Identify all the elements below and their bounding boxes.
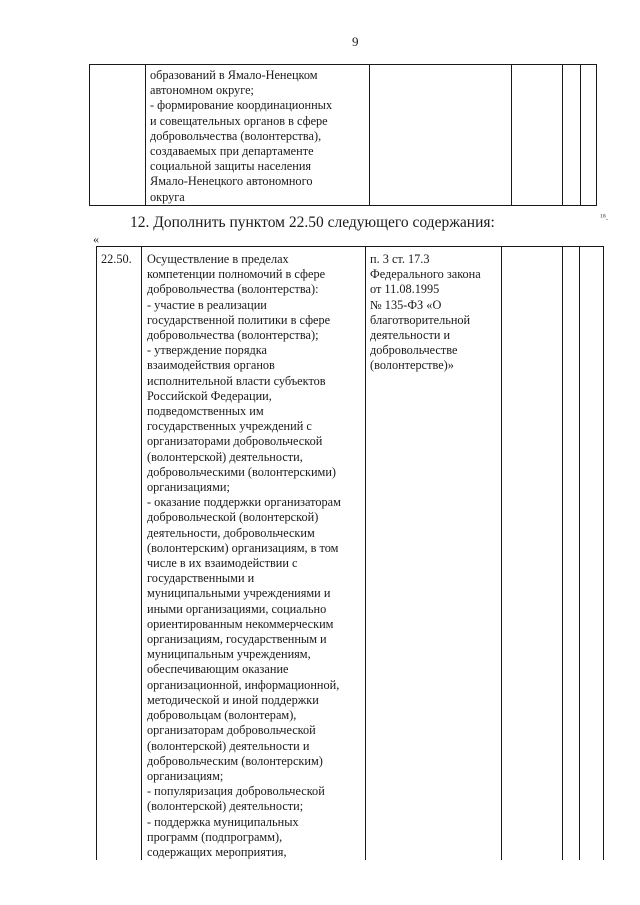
item-law-cell (366, 247, 502, 861)
item-description-text: Осуществление в пределах компетенции полномочий в сфере добровольчества (волонтерства): - участие в реализации государственной политики в сфере добровольчества (волонтерства); - утверждение порядка взаимодействия органов исполнительной власти субъектов Российской Федерации, подведомственных им государственных учреждений с организаторами добровольческой (волонтерской) деятельности, добровольческими (волонтерскими) организациями; - оказание поддержки организаторам добровольческой (волонтерской) деятельности, добровольческим (волонтерским) организациям, в том числе в их взаимодействии с государственными и муниципальными учреждениями и иными организациями, социально ориентированным некоммерческим организациям, государственным и муниципальным учреждениям, обеспечивающим оказание организационной, информационной, методической и иной поддержки добровольцам (волонтерам), организаторам добровольческой (волонтерской) деятельности и добровольческим (волонтерским) организациям; - популяризация добровольческой (волонтерской) деятельности; - поддержка муниципальных программ (подпрограмм), содержащих мероприятия, (147, 252, 341, 859)
item-empty-cell-1 (502, 247, 563, 861)
item-empty-cell-2 (563, 247, 580, 861)
page-number: 9 (352, 34, 359, 49)
table-item-22-50 (96, 246, 604, 860)
item-number: 22.50. (101, 252, 132, 266)
law-reference-text: п. 3 ст. 17.3 Федерального закона от 11.08.1995 № 135-ФЗ «О благотворительной деятельности и добровольчестве (волонтерстве)» (370, 252, 481, 373)
opening-quote-mark: « (93, 232, 99, 246)
top-description-text: образований в Ямало-Ненецком автономном округе; - формирование координационных и совещательных органов в сфере добровольчества (волонтерства), создаваемых при департаменте социальной защиты населения Ямало-Ненецкого автономного округа (150, 68, 333, 204)
item-description-cell (142, 247, 366, 861)
item-number-cell (97, 247, 142, 861)
top-number-cell (90, 65, 146, 206)
amendment-instruction: 12. Дополнить пунктом 22.50 следующего содержания: (130, 214, 495, 231)
top-empty-cell-3 (581, 65, 597, 206)
edge-mark: ¹⁸. (600, 212, 609, 222)
top-law-cell (370, 65, 512, 206)
table-fragment-top (89, 64, 597, 206)
item-empty-cell-3 (580, 247, 604, 861)
top-empty-cell-2 (563, 65, 581, 206)
top-description-cell (146, 65, 370, 206)
top-empty-cell-1 (512, 65, 563, 206)
